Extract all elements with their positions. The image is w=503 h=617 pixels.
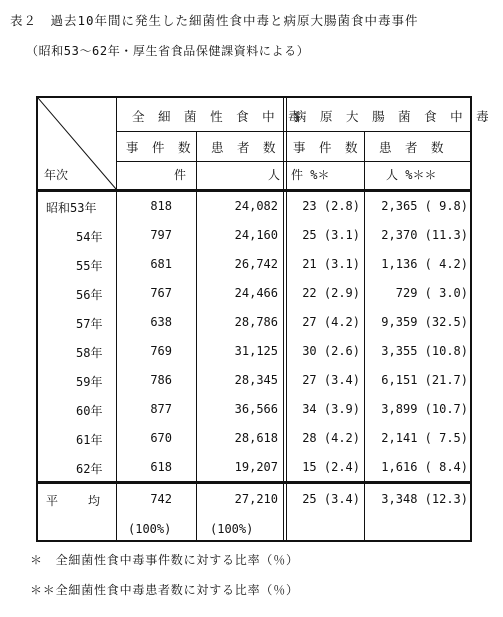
row-patients-ecoli: 2,141 ( 7.5) (381, 431, 468, 445)
unit-patients-2: 人 %＊＊ (386, 168, 437, 182)
row-incidents-ecoli: 27 (4.2) (302, 315, 360, 329)
row-year: 62年 (76, 462, 103, 476)
row-incidents-all: 786 (150, 373, 172, 387)
row-incidents-ecoli: 27 (3.4) (302, 373, 360, 387)
row-year: 58年 (76, 346, 103, 360)
row-incidents-ecoli: 28 (4.2) (302, 431, 360, 445)
row-year: 61年 (76, 433, 103, 447)
footnote-patient-ratio: ＊＊全細菌性食中毒患者数に対する比率（％） (30, 583, 299, 597)
row-incidents-all: 638 (150, 315, 172, 329)
row-incidents-all: 877 (150, 402, 172, 416)
divider-col1 (196, 131, 197, 540)
row-patients-all: 31,125 (234, 344, 278, 358)
divider-col3 (364, 131, 365, 540)
footnote-incident-ratio: ＊ 全細菌性食中毒事件数に対する比率（％） (30, 553, 299, 567)
row-year: 昭和53年 (46, 201, 97, 215)
row-patients-all: 24,082 (234, 199, 278, 213)
row-incidents-ecoli: 15 (2.4) (302, 460, 360, 474)
row-incidents-all: 818 (150, 199, 172, 213)
row-year: 55年 (76, 259, 103, 273)
row-incidents-ecoli: 25 (3.1) (302, 228, 360, 242)
row-incidents-ecoli: 23 (2.8) (302, 199, 360, 213)
rule-header-1 (116, 131, 470, 132)
percent-patients-all: (100%) (210, 522, 254, 536)
table-title: 表２ 過去10年間に発生した細菌性食中毒と病原大腸菌食中毒事件 (10, 13, 419, 28)
row-patients-ecoli: 1,136 ( 4.2) (381, 257, 468, 271)
group-header-all-bacterial: 全 細 菌 性 食 中 毒 (132, 109, 304, 124)
average-incidents-ecoli: 25 (3.4) (302, 492, 360, 506)
row-patients-ecoli: 729 ( 3.0) (395, 286, 468, 300)
row-patients-ecoli: 2,365 ( 9.8) (381, 199, 468, 213)
rule-average-top (38, 481, 470, 484)
row-year: 57年 (76, 317, 103, 331)
row-incidents-all: 769 (150, 344, 172, 358)
divider-groups (283, 98, 287, 540)
row-patients-all: 19,207 (234, 460, 278, 474)
table-subtitle: （昭和53～62年・厚生省食品保健課資料による） (26, 44, 310, 58)
row-patients-all: 24,160 (234, 228, 278, 242)
divider-year-col (116, 98, 117, 540)
row-patients-all: 28,618 (234, 431, 278, 445)
col-header-incidents-1: 事 件 数 (126, 140, 194, 155)
row-patients-all: 24,466 (234, 286, 278, 300)
average-patients-all: 27,210 (234, 492, 278, 506)
row-incidents-ecoli: 21 (3.1) (302, 257, 360, 271)
row-patients-ecoli: 2,370 (11.3) (381, 228, 468, 242)
food-poisoning-table (36, 96, 492, 542)
average-label: 平 均 (46, 494, 103, 508)
row-patients-all: 28,345 (234, 373, 278, 387)
rule-header-bottom (38, 189, 470, 192)
row-patients-all: 26,742 (234, 257, 278, 271)
row-patients-ecoli: 1,616 ( 8.4) (381, 460, 468, 474)
col-header-patients-1: 患 者 数 (211, 140, 279, 155)
percent-incidents-all: (100%) (128, 522, 172, 536)
row-year: 59年 (76, 375, 103, 389)
average-patients-ecoli: 3,348 (12.3) (381, 492, 468, 506)
row-patients-all: 36,566 (234, 402, 278, 416)
col-header-patients-2: 患 者 数 (379, 140, 447, 155)
unit-incidents-1: 件 (174, 168, 187, 182)
unit-incidents-2: 件 %＊ (291, 168, 330, 182)
row-patients-all: 28,786 (234, 315, 278, 329)
unit-patients-1: 人 (268, 168, 281, 182)
col-header-incidents-2: 事 件 数 (293, 140, 361, 155)
row-patients-ecoli: 3,355 (10.8) (381, 344, 468, 358)
row-incidents-all: 670 (150, 431, 172, 445)
row-patients-ecoli: 3,899 (10.7) (381, 402, 468, 416)
row-year: 60年 (76, 404, 103, 418)
rule-header-2 (116, 161, 470, 162)
row-incidents-all: 767 (150, 286, 172, 300)
row-patients-ecoli: 6,151 (21.7) (381, 373, 468, 387)
row-year: 54年 (76, 230, 103, 244)
row-patients-ecoli: 9,359 (32.5) (381, 315, 468, 329)
row-incidents-ecoli: 30 (2.6) (302, 344, 360, 358)
row-incidents-ecoli: 34 (3.9) (302, 402, 360, 416)
average-incidents-all: 742 (150, 492, 172, 506)
row-incidents-all: 618 (150, 460, 172, 474)
row-incidents-all: 681 (150, 257, 172, 271)
row-incidents-ecoli: 22 (2.9) (302, 286, 360, 300)
row-incidents-all: 797 (150, 228, 172, 242)
year-header: 年次 (44, 168, 69, 182)
group-header-e-coli: 病 原 大 腸 菌 食 中 毒 (294, 109, 492, 124)
row-year: 56年 (76, 288, 103, 302)
